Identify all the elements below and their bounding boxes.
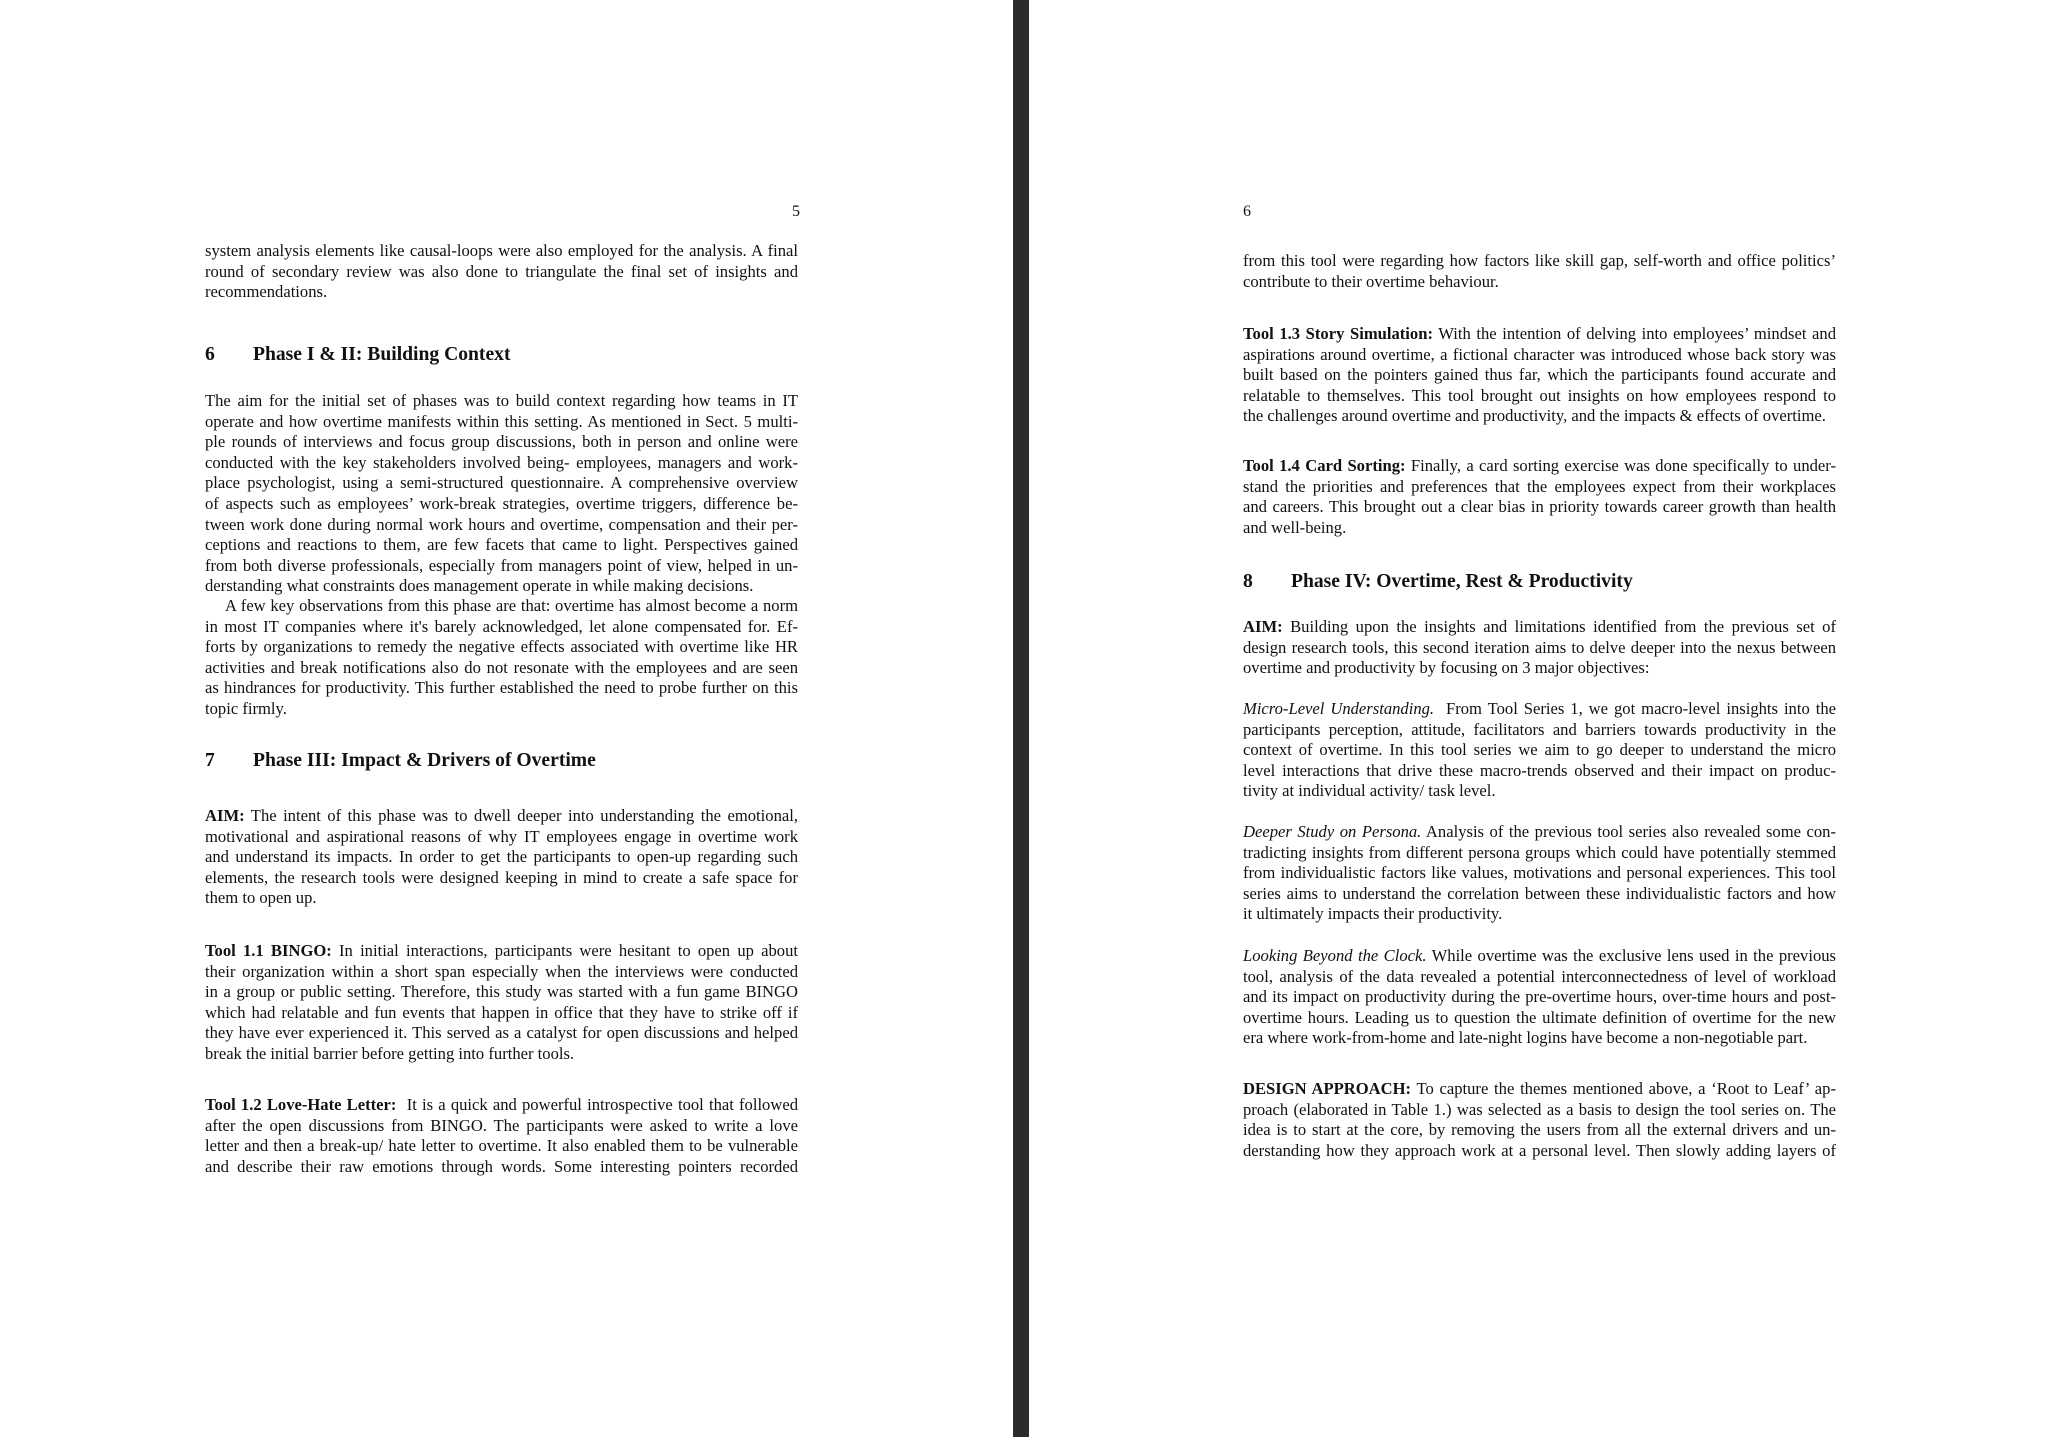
text-line — [1243, 456, 1836, 477]
text-line — [205, 391, 798, 412]
text-line — [1243, 884, 1836, 905]
line-text: from this tool were regarding how factors like skill gap, self-worth and office politics’ — [1243, 251, 1836, 270]
line-text: proach (elaborated in Table 1.) was selected as a basis to design the tool series on. The — [1243, 1099, 1836, 1119]
text-line — [205, 576, 798, 597]
text-line — [205, 847, 798, 868]
line-text: tween work done during normal work hours and overtime, compensation and their per- — [205, 514, 798, 534]
line-text: era where work-from-home and late-night logins have become a non-negotiable part. — [1243, 1028, 1808, 1048]
paragraph — [1243, 324, 1836, 427]
text-line — [205, 494, 798, 515]
text-line — [205, 1003, 798, 1024]
text-line — [1243, 386, 1836, 407]
line-text: tradicting insights from different persona groups which could have potentially stemmed — [1243, 842, 1836, 862]
text-line — [1243, 946, 1836, 967]
paragraph — [205, 941, 798, 1065]
line-text: ceptions and reactions to them, are few facets that came to light. Perspectives gained — [205, 535, 798, 555]
text-line — [1243, 967, 1836, 988]
paragraph — [1243, 822, 1836, 925]
text-line — [1243, 658, 1836, 679]
line-text: conducted with the key stakeholders involved being- employees, managers and work- — [205, 452, 798, 472]
text-line — [1243, 477, 1836, 498]
text-line — [1243, 617, 1836, 638]
line-text: Finally, a card sorting exercise was done specifically to under- — [1405, 456, 1836, 475]
text-line — [1243, 251, 1836, 272]
line-text: the challenges around overtime and productivity, and the impacts & effects of overtime. — [1243, 406, 1826, 426]
line-text: from both diverse professionals, especially from managers point of view, helped in un- — [205, 555, 798, 575]
line-text: in a group or public setting. Therefore, this study was started with a fun game BINGO — [205, 982, 798, 1002]
line-text: derstanding how they approach work at a personal level. Then slowly adding layers of — [1243, 1140, 1836, 1160]
paragraph — [205, 806, 798, 909]
line-text: overtime hours. Leading us to question the ultimate definition of overtime for the new — [1243, 1007, 1836, 1027]
text-line — [205, 699, 798, 720]
line-text: of aspects such as employees’ work-break strategies, overtime triggers, difference be- — [205, 493, 798, 513]
text-line — [1243, 406, 1836, 427]
line-text: them to open up. — [205, 888, 317, 908]
line-text: ple rounds of interviews and focus group discussions, both in person and online were — [205, 432, 798, 452]
line-text: Analysis of the previous tool series also revealed some con- — [1421, 822, 1836, 841]
paragraph-lead: Tool 1.3 Story Simulation: — [1243, 324, 1433, 343]
line-text: letter and then a break-up/ hate letter to overtime. It also enabled them to be vulnerable — [205, 1136, 798, 1156]
text-line — [1243, 1141, 1836, 1162]
paragraph-lead: Micro-Level Understanding. — [1243, 699, 1435, 718]
paragraph-lead: Tool 1.1 BINGO: — [205, 941, 332, 960]
paragraph-lead: Looking Beyond the Clock. — [1243, 946, 1427, 965]
text-line — [205, 262, 798, 283]
section-number: 8 — [1243, 571, 1253, 592]
line-text: round of secondary review was also done to triangulate the final set of insights and — [205, 261, 798, 281]
text-line — [205, 1157, 798, 1178]
page-5 — [0, 0, 1013, 1437]
paragraph — [1243, 617, 1836, 679]
line-text: and well-being. — [1243, 517, 1347, 537]
paragraph — [1243, 946, 1836, 1049]
line-text: idea is to start at the core, by removing the users from all the external drivers and un- — [1243, 1120, 1836, 1140]
text-line — [205, 596, 798, 617]
line-text: level interactions that drive these macro-trends observed and their impact on produc- — [1243, 760, 1836, 780]
line-text: and careers. This brought out a clear bias in priority towards career growth than health — [1243, 497, 1836, 517]
text-line — [1243, 638, 1836, 659]
text-line — [205, 1023, 798, 1044]
text-line — [1243, 345, 1836, 366]
text-line — [1243, 1100, 1836, 1121]
text-line — [205, 658, 798, 679]
line-text: While overtime was the exclusive lens used in the previous — [1426, 946, 1836, 965]
text-line — [1243, 987, 1836, 1008]
section-number: 7 — [205, 750, 215, 771]
line-text: With the intention of delving into employees’ mindset and — [1432, 324, 1836, 343]
line-text: tivity at individual activity/ task level. — [1243, 781, 1496, 801]
text-line — [205, 637, 798, 658]
text-line — [205, 982, 798, 1003]
text-line — [205, 617, 798, 638]
section-heading — [1243, 571, 1633, 593]
line-text: relatable to themselves. This tool brought out insights on how employees respond to — [1243, 385, 1836, 405]
line-text: in most IT companies where it's barely acknowledged, let alone compensated for. Ef- — [205, 616, 798, 636]
section-number: 6 — [205, 344, 215, 365]
section-heading — [205, 344, 510, 366]
line-text: it ultimately impacts their productivity. — [1243, 904, 1503, 924]
line-text: break the initial barrier before getting into further tools. — [205, 1043, 575, 1063]
paragraph-lead: AIM: — [205, 806, 245, 825]
section-title: Phase IV: Overtime, Rest & Productivity — [1291, 571, 1633, 592]
line-text: which had relatable and fun events that happen in office that they have to strike off if — [205, 1002, 798, 1022]
line-text: aspirations around overtime, a fictional character was introduced whose back story was — [1243, 344, 1836, 364]
text-line — [205, 806, 798, 827]
paragraph — [205, 1095, 798, 1177]
text-line — [1243, 761, 1836, 782]
line-text: built based on the pointers gained thus far, which the participants found accurate and — [1243, 365, 1836, 385]
text-line — [205, 962, 798, 983]
line-text: place psychologist, using a semi-structured questionnaire. A comprehensive overview — [205, 473, 798, 493]
text-line — [1243, 497, 1836, 518]
text-line — [205, 473, 798, 494]
paragraph-lead: AIM: — [1243, 617, 1283, 636]
text-line — [205, 1136, 798, 1157]
section-heading — [205, 750, 596, 772]
line-text: from individualistic factors like values, motivations and personal experiences. This tool — [1243, 863, 1836, 883]
text-line — [205, 556, 798, 577]
page-number: 5 — [792, 203, 800, 220]
line-text: and describe their raw emotions through words. Some interesting pointers recorded — [205, 1156, 798, 1176]
text-line — [205, 1116, 798, 1137]
text-line — [205, 241, 798, 262]
text-line — [205, 535, 798, 556]
line-text: From Tool Series 1, we got macro-level insights into the — [1434, 699, 1836, 718]
text-line — [205, 432, 798, 453]
text-line — [1243, 843, 1836, 864]
text-line — [205, 515, 798, 536]
line-text: The aim for the initial set of phases was to build context regarding how teams in IT — [205, 391, 798, 410]
text-line — [1243, 324, 1836, 345]
text-line — [1243, 1079, 1836, 1100]
text-line — [205, 453, 798, 474]
line-text: Building upon the insights and limitations identified from the previous set of — [1282, 617, 1836, 636]
text-line — [1243, 720, 1836, 741]
line-text: design research tools, this second iteration aims to delve deeper into the nexus between — [1243, 637, 1836, 657]
line-text: they have ever experienced it. This served as a catalyst for open discussions and helped — [205, 1023, 798, 1043]
paragraph — [205, 241, 798, 303]
paragraph — [205, 391, 798, 597]
text-line — [1243, 1008, 1836, 1029]
line-text: after the open discussions from BINGO. The participants were asked to write a love — [205, 1115, 798, 1135]
section-title: Phase III: Impact & Drivers of Overtime — [253, 750, 596, 771]
text-line — [205, 827, 798, 848]
page-6 — [1029, 0, 2048, 1437]
text-line — [205, 868, 798, 889]
line-text: activities and break notifications also do not resonate with the employees and are seen — [205, 657, 798, 677]
line-text: topic firmly. — [205, 698, 287, 718]
text-line — [205, 678, 798, 699]
page-divider — [1013, 0, 1029, 1437]
line-text: A few key observations from this phase are that: overtime has almost become a norm — [225, 596, 798, 615]
text-line — [205, 282, 798, 303]
line-text: and understand its impacts. In order to get the participants to open-up regarding such — [205, 847, 798, 867]
paragraph-lead: DESIGN APPROACH: — [1243, 1079, 1412, 1098]
text-line — [1243, 1028, 1836, 1049]
text-line — [1243, 518, 1836, 539]
line-text: forts by organizations to remedy the negative effects associated with overtime like HR — [205, 637, 798, 657]
text-line — [1243, 365, 1836, 386]
text-line — [1243, 272, 1836, 293]
paragraph — [1243, 456, 1836, 538]
text-line — [1243, 822, 1836, 843]
section-title: Phase I & II: Building Context — [253, 344, 511, 365]
text-line — [1243, 781, 1836, 802]
line-text: system analysis elements like causal-loops were also employed for the analysis. A final — [205, 241, 798, 260]
line-text: context of overtime. In this tool series we aim to go deeper to understand the micro — [1243, 740, 1836, 760]
paragraph — [1243, 699, 1836, 802]
text-line — [1243, 740, 1836, 761]
line-text: In initial interactions, participants were hesitant to open up about — [331, 941, 799, 960]
line-text: To capture the themes mentioned above, a ‘Root to Leaf’ ap- — [1411, 1079, 1836, 1098]
line-text: overtime and productivity by focusing on 3 major objectives: — [1243, 658, 1650, 678]
paragraph-lead: Deeper Study on Persona. — [1243, 822, 1422, 841]
line-text: The intent of this phase was to dwell deeper into understanding the emotional, — [244, 806, 798, 825]
text-line — [1243, 699, 1836, 720]
text-line — [1243, 904, 1836, 925]
line-text: It is a quick and powerful introspective tool that followed — [396, 1095, 798, 1114]
line-text: series aims to understand the correlation between these individualistic factors and how — [1243, 883, 1836, 903]
text-line — [205, 1095, 798, 1116]
text-line — [1243, 1120, 1836, 1141]
line-text: motivational and aspirational reasons of why IT employees engage in overtime work — [205, 826, 798, 846]
text-line — [205, 941, 798, 962]
line-text: recommendations. — [205, 282, 328, 302]
text-line — [205, 1044, 798, 1065]
paragraph-lead: Tool 1.4 Card Sorting: — [1243, 456, 1406, 475]
text-line — [205, 888, 798, 909]
line-text: tool, analysis of the data revealed a potential interconnectedness of level of workload — [1243, 966, 1836, 986]
paragraph — [1243, 251, 1836, 292]
line-text: contribute to their overtime behaviour. — [1243, 271, 1499, 291]
text-line — [205, 412, 798, 433]
line-text: participants perception, attitude, facilitators and barriers towards productivity in the — [1243, 719, 1836, 739]
paragraph — [1243, 1079, 1836, 1161]
line-text: and its impact on productivity during the pre-overtime hours, over-time hours and post- — [1243, 987, 1836, 1007]
paragraph — [205, 596, 798, 720]
line-text: their organization within a short span especially when the interviews were conducted — [205, 961, 798, 981]
line-text: elements, the research tools were designed keeping in mind to create a safe space for — [205, 867, 798, 887]
line-text: as hindrances for productivity. This further established the need to probe further on this — [205, 678, 798, 698]
paragraph-lead: Tool 1.2 Love-Hate Letter: — [205, 1095, 397, 1114]
line-text: derstanding what constraints does management operate in while making decisions. — [205, 576, 754, 596]
line-text: operate and how overtime manifests within this setting. As mentioned in Sect. 5 multi- — [205, 411, 798, 431]
page-number: 6 — [1243, 203, 1251, 220]
line-text: stand the priorities and preferences that the employees expect from their workplaces — [1243, 476, 1836, 496]
text-line — [1243, 863, 1836, 884]
